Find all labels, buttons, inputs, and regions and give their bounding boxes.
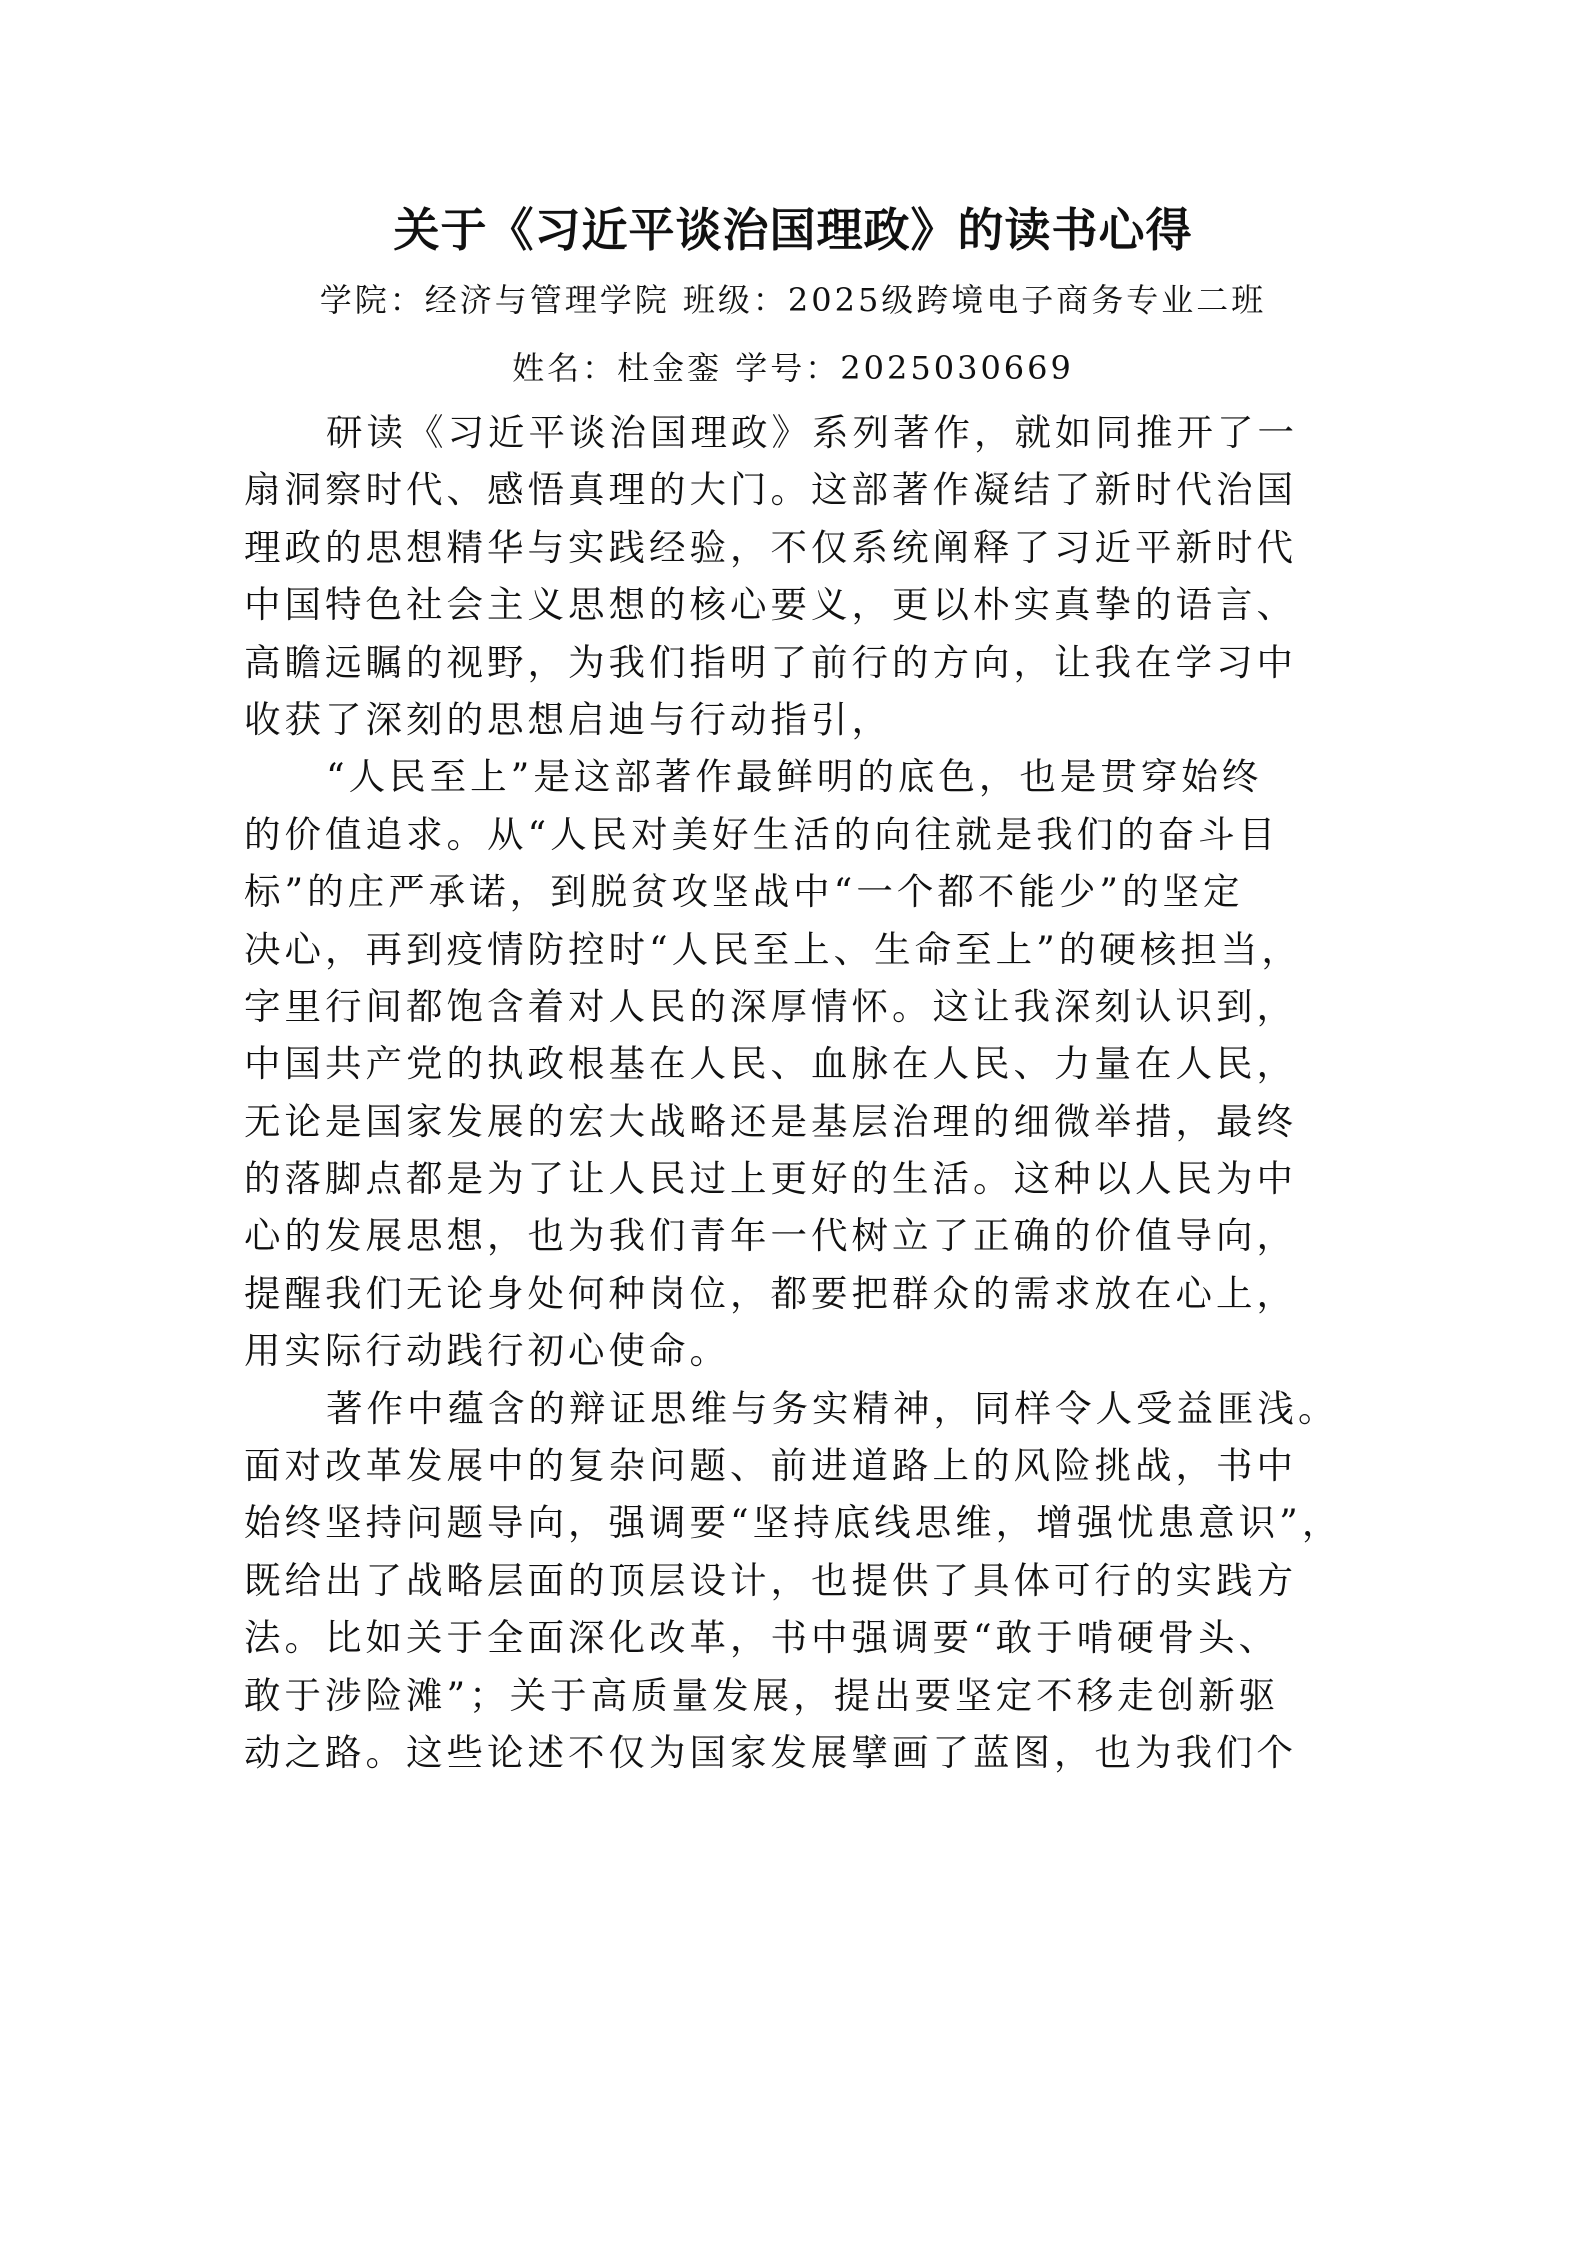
paragraph-2-line-5: 字里行间都饱含着对人民的深厚情怀。这让我深刻认识到， <box>244 984 1297 1028</box>
paragraph-3-line-4: 既给出了战略层面的顶层设计，也提供了具体可行的实践方 <box>244 1558 1297 1602</box>
paragraph-1-line-1: 研读《习近平谈治国理政》系列著作，就如同推开了一 <box>326 411 1298 454</box>
document-title: 关于《习近平谈治国理政》的读书心得 <box>393 203 1193 257</box>
paragraph-1-line-3: 理政的思想精华与实践经验，不仅系统阐释了习近平新时代 <box>244 525 1297 569</box>
paragraph-3-line-5: 法。比如关于全面深化改革，书中强调要“敢于啃硬骨头、 <box>244 1616 1280 1660</box>
student-info-college-class: 学院：经济与管理学院 班级：2025级跨境电子商务专业二班 <box>319 281 1267 319</box>
paragraph-2-line-3: 标”的庄严承诺，到脱贫攻坚战中“一个都不能少”的坚定 <box>244 870 1244 914</box>
paragraph-3-line-1: 著作中蕴含的辩证思维与务实精神，同样令人受益匪浅。 <box>326 1386 1339 1430</box>
paragraph-3-line-6: 敢于涉险滩”；关于高质量发展，提出要坚定不移走创新驱 <box>244 1673 1280 1717</box>
paragraph-1-line-2: 扇洞察时代、感悟真理的大门。这部著作凝结了新时代治国 <box>244 468 1297 512</box>
paragraph-3-line-7: 动之路。这些论述不仅为国家发展擘画了蓝图，也为我们个 <box>244 1730 1297 1774</box>
paragraph-2-line-7: 无论是国家发展的宏大战略还是基层治理的细微举措，最终 <box>244 1099 1297 1143</box>
paragraph-1-line-5: 高瞻远瞩的视野，为我们指明了前行的方向，让我在学习中 <box>244 640 1297 684</box>
paragraph-2-line-4: 决心，再到疫情防控时“人民至上、生命至上”的硬核担当， <box>244 927 1302 971</box>
paragraph-2-line-11: 用实际行动践行初心使命。 <box>244 1329 730 1373</box>
paragraph-2-line-8: 的落脚点都是为了让人民过上更好的生活。这种以人民为中 <box>244 1157 1297 1201</box>
paragraph-2-line-1: “人民至上”是这部著作最鲜明的底色，也是贯穿始终 <box>326 755 1263 799</box>
paragraph-2-line-6: 中国共产党的执政根基在人民、血脉在人民、力量在人民， <box>244 1042 1297 1086</box>
paragraph-1-line-6: 收获了深刻的思想启迪与行动指引， <box>244 697 892 741</box>
student-info-name-id: 姓名：杜金銮 学号：2025030669 <box>512 349 1074 387</box>
paragraph-2-line-2: 的价值追求。从“人民对美好生活的向往就是我们的奋斗目 <box>244 812 1280 856</box>
paragraph-3-line-3: 始终坚持问题导向，强调要“坚持底线思维，增强忧患意识”， <box>244 1501 1343 1545</box>
document-body <box>244 404 1384 1781</box>
paragraph-3-line-2: 面对改革发展中的复杂问题、前进道路上的风险挑战，书中 <box>244 1444 1297 1488</box>
paragraph-1-line-4: 中国特色社会主义思想的核心要义，更以朴实真挚的语言、 <box>244 583 1297 627</box>
paragraph-2-line-9: 心的发展思想，也为我们青年一代树立了正确的价值导向， <box>244 1214 1297 1258</box>
paragraph-2-line-10: 提醒我们无论身处何种岗位，都要把群众的需求放在心上， <box>244 1271 1297 1315</box>
